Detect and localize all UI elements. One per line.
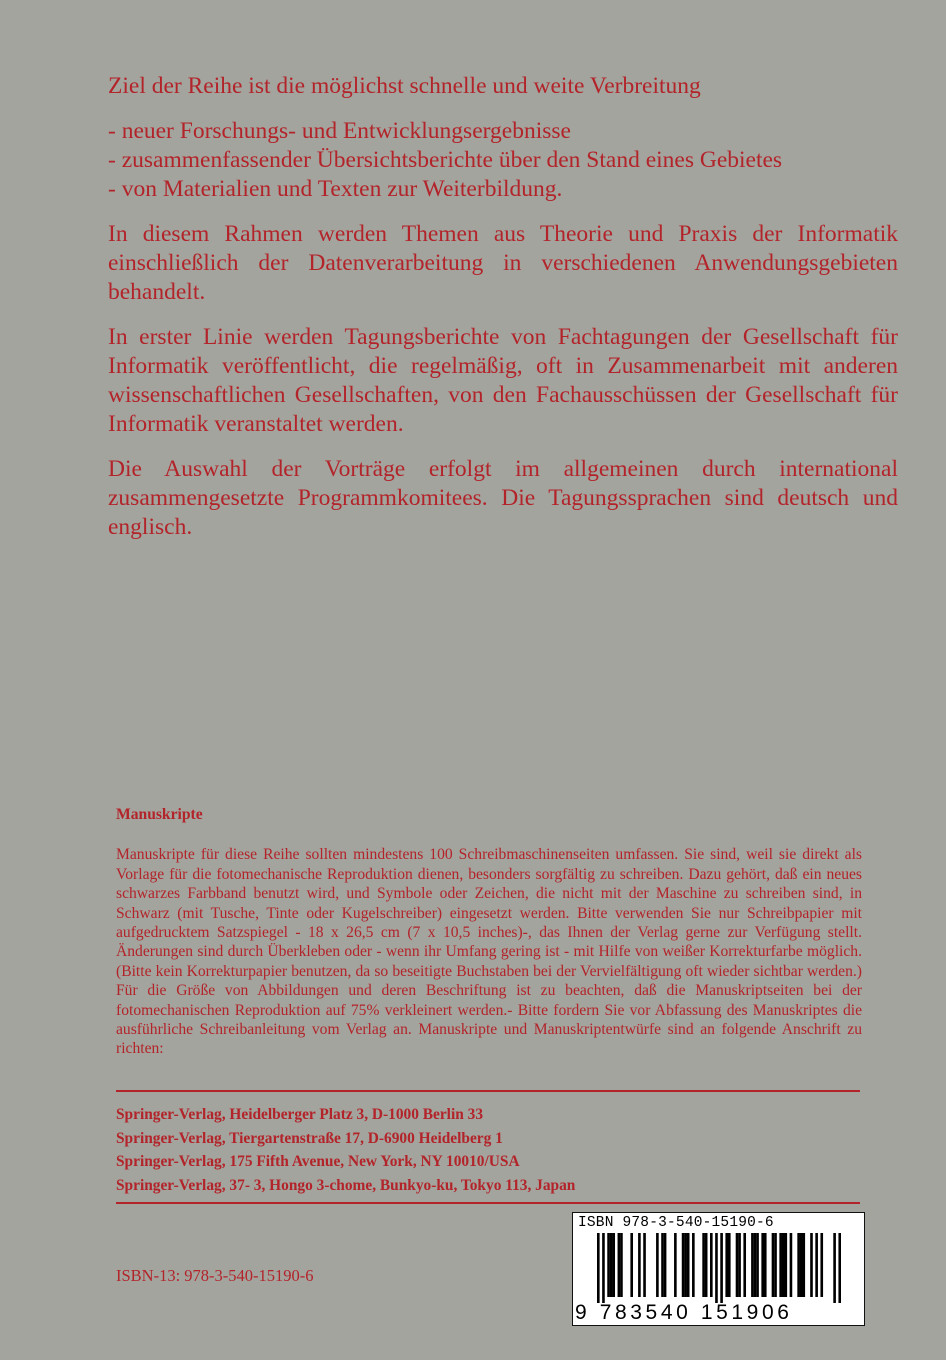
barcode-bar <box>664 1233 667 1297</box>
barcode-digits: 9 783540 151906 <box>575 1301 793 1324</box>
barcode-bar <box>754 1233 757 1297</box>
barcode-bar <box>661 1233 664 1297</box>
address-berlin: Springer-Verlag, Heidelberger Platz 3, D-1000 Berlin 33 <box>116 1106 484 1123</box>
barcode-bar <box>751 1233 754 1297</box>
barcode-bar <box>674 1233 677 1297</box>
list-item: - neuer Forschungs- und Entwicklungsergebnisse <box>108 118 571 144</box>
address-list <box>116 1103 860 1197</box>
barcode-bar <box>710 1233 713 1297</box>
manuscript-heading: Manuskripte <box>116 806 203 823</box>
barcode-bar <box>630 1233 633 1297</box>
barcode-isbn-label: ISBN 978-3-540-15190-6 <box>578 1215 774 1231</box>
intro-bullet-list <box>108 117 898 204</box>
barcode-bar <box>638 1233 641 1297</box>
barcode-bars <box>597 1233 841 1303</box>
barcode-bar <box>715 1233 718 1303</box>
barcode-bar <box>656 1233 659 1297</box>
barcode-bar <box>800 1233 803 1297</box>
barcode-bar <box>833 1233 836 1303</box>
barcode-bar <box>815 1233 818 1297</box>
barcode-bar <box>743 1233 746 1297</box>
top-divider <box>116 1090 860 1092</box>
barcode-bar <box>720 1233 723 1303</box>
barcode-bar <box>618 1233 621 1297</box>
list-item: - zusammenfassender Übersichtsberichte über den Stand eines Gebietes <box>108 147 783 173</box>
barcode-bar <box>705 1233 708 1297</box>
barcode-bar <box>728 1233 731 1297</box>
barcode-bar <box>607 1233 610 1297</box>
barcode <box>572 1212 865 1326</box>
barcode-bar <box>684 1233 687 1297</box>
barcode-bar <box>597 1233 600 1303</box>
barcode-bar <box>810 1233 813 1297</box>
barcode-bar <box>772 1233 775 1297</box>
intro-text <box>108 72 898 558</box>
barcode-bar <box>620 1233 623 1297</box>
barcode-bar <box>779 1233 782 1297</box>
barcode-bar <box>774 1233 777 1297</box>
intro-paragraph-4: Die Auswahl der Vorträge erfolgt im allgemeinen durch international zusammengesetzte Programmkomitees. Die Tagungssprachen sind deutsch und englisch. <box>108 456 898 540</box>
intro-paragraph-2: In diesem Rahmen werden Themen aus Theorie und Praxis der Informatik einschließlich der Datenverarbeitung in verschiedenen Anwendungsgebieten behandelt. <box>108 221 898 305</box>
list-item: - von Materialien und Texten zur Weiterbildung. <box>108 176 563 202</box>
barcode-bar <box>756 1233 759 1297</box>
barcode-bar <box>738 1233 741 1297</box>
barcode-bar <box>761 1233 764 1297</box>
barcode-bar <box>782 1233 785 1297</box>
barcode-bar <box>820 1233 823 1297</box>
manuscript-section <box>116 805 862 1059</box>
barcode-bar <box>643 1233 646 1297</box>
barcode-bar <box>838 1233 841 1303</box>
barcode-bar <box>687 1233 690 1297</box>
barcode-bar <box>682 1233 685 1297</box>
barcode-bar <box>610 1233 613 1297</box>
isbn-13: ISBN-13: 978-3-540-15190-6 <box>116 1266 314 1285</box>
intro-paragraph-1: Ziel der Reihe ist die möglichst schnelle und weite Verbreitung <box>108 73 701 99</box>
barcode-bar <box>612 1233 615 1297</box>
barcode-bar <box>702 1233 705 1297</box>
barcode-bar <box>692 1233 695 1297</box>
address-tokyo: Springer-Verlag, 37- 3, Hongo 3-chome, Bunkyo-ku, Tokyo 113, Japan <box>116 1176 576 1194</box>
intro-paragraph-3: In erster Linie werden Tagungsberichte von Fachtagungen der Gesellschaft für Informatik veröffentlicht, die regelmäßig, oft in Zusammenarbeit mit anderen wissenschaftlichen Gesellschaften, von den Fachausschüssen der Gesellschaft für Informatik veranstaltet werden. <box>108 324 898 437</box>
address-new-york: Springer-Verlag, 175 Fifth Avenue, New York, NY 10010/USA <box>116 1153 520 1170</box>
barcode-bar <box>736 1233 739 1297</box>
barcode-bar <box>790 1233 793 1297</box>
barcode-bar <box>784 1233 787 1297</box>
barcode-bar <box>602 1233 605 1303</box>
barcode-bar <box>764 1233 767 1297</box>
bottom-divider <box>116 1202 860 1204</box>
manuscript-body: Manuskripte für diese Reihe sollten mindestens 100 Schreibmaschinenseiten umfassen. Sie sind, weil sie direkt als Vorlage für die fotomechanische Reproduktion dienen, besonders sorgfältig zu schreiben. Dazu gehört, daß ein neues schwarzes Farbband benutzt wird, und Symbole oder Zeichen, die nicht mit der Maschine zu schreiben sind, in Schwarz (mit Tusche, Tinte oder Kugelschreiber) eingesetzt werden. Bitte verwenden Sie nur Schreibpapier mit aufgedrucktem Satzspiegel - 18 x 26,5 cm (7 x 10,5 inches)-, das Ihnen der Verlag gerne zur Verfügung stellt. Änderungen sind durch Überkleben oder - wenn ihr Umfang gering ist - mit Hilfe von weißer Korrekturfarbe möglich. (Bitte kein Korrekturpapier benutzen, da so beseitigte Buchstaben bei der Vervielfältigung oft wieder sichtbar werden.) Für die Größe von Abbildungen und deren Beschriftung ist zu beachten, daß die Manuskriptseiten bei der fotomechanischen Reproduktion auf 75% verkleinert werden.- Bitte fordern Sie vor Abfassung des Manuskriptes die ausführliche Schreibanleitung vom Verlag an. Manuskripte und Manuskriptentwürfe sind an folgende Anschrift zu richten: <box>116 846 862 1058</box>
barcode-bar <box>802 1233 805 1297</box>
barcode-bar <box>725 1233 728 1297</box>
address-heidelberg: Springer-Verlag, Tiergartenstraße 17, D-6900 Heidelberg 1 <box>116 1129 503 1147</box>
barcode-bar <box>797 1233 800 1297</box>
